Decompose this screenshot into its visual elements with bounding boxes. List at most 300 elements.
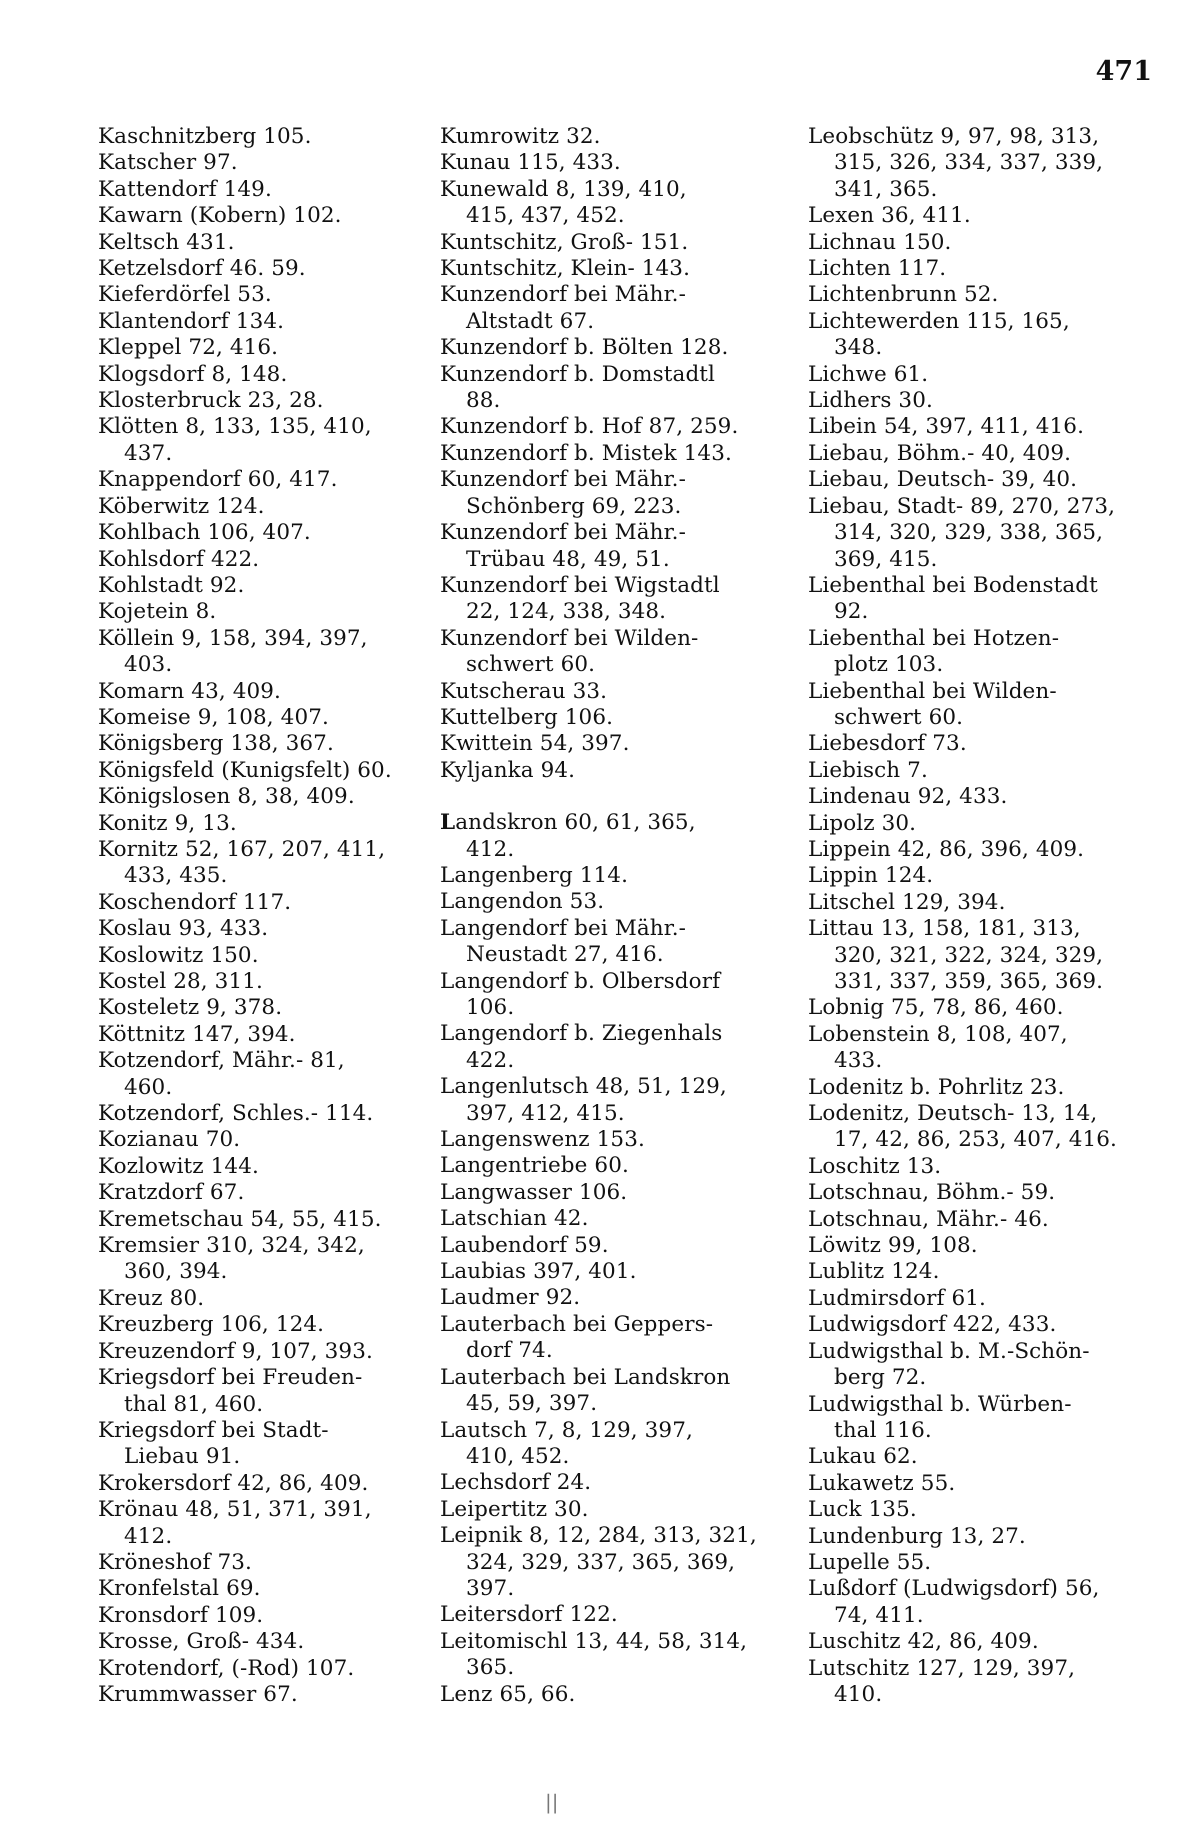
entry-headword-line: Langendorf bei Mähr.- (440, 915, 687, 941)
index-entry (440, 1523, 780, 1602)
index-entry (98, 916, 438, 942)
index-entry (98, 494, 438, 520)
index-entry (440, 177, 780, 230)
entry-headword-line: Lindenau 92, 433. (808, 784, 1008, 810)
entry-headword-line: Krummwasser 67. (98, 1681, 298, 1707)
index-entry (808, 414, 1148, 440)
index-entry (808, 679, 1148, 732)
entry-headword-line: Liebenthal bei Wilden- (808, 678, 1057, 704)
entry-headword-line: Krotendorf, (-Rod) 107. (98, 1655, 355, 1681)
index-entry (808, 494, 1148, 573)
index-entry (98, 414, 438, 467)
index-column-1 (98, 124, 438, 1708)
entry-headword-line: Langenswenz 153. (440, 1127, 645, 1153)
entry-continuation-line: 369, 415. (834, 546, 938, 572)
index-entry (808, 1233, 1148, 1259)
index-entry (440, 1602, 780, 1628)
entry-headword-line: Langenberg 114. (440, 862, 629, 888)
index-entry (98, 1048, 438, 1101)
entry-headword-line: Littau 13, 158, 181, 313, (808, 916, 1081, 942)
entry-headword-line: Ludwigsthal b. M.-Schön- (808, 1338, 1090, 1364)
index-entry (98, 705, 438, 731)
index-entry (440, 124, 780, 150)
entry-headword-line: Koslowitz 150. (98, 942, 259, 968)
index-entry (98, 256, 438, 282)
section-break (440, 784, 780, 810)
entry-headword-line: Langendorf b. Ziegenhals (440, 1021, 723, 1047)
index-entry (440, 1074, 780, 1127)
index-entry (808, 837, 1148, 863)
entry-headword-line: Lippein 42, 86, 396, 409. (808, 836, 1085, 862)
entry-headword-line: Liebau, Stadt- 89, 270, 273, (808, 493, 1116, 519)
entry-headword-line: Krönau 48, 51, 371, 391, (98, 1497, 372, 1523)
index-entry (808, 995, 1148, 1021)
index-entry (98, 758, 438, 784)
index-entry (808, 256, 1148, 282)
entry-headword-line: Ketzelsdorf 46. 59. (98, 256, 306, 282)
index-entry (808, 467, 1148, 493)
entry-headword-line: Kremsier 310, 324, 342, (98, 1233, 365, 1259)
entry-headword-line: Lexen 36, 411. (808, 203, 971, 229)
entry-headword-line: Kyljanka 94. (440, 757, 576, 783)
index-entry (98, 679, 438, 705)
entry-continuation-line: schwert 60. (466, 652, 596, 678)
index-entry (808, 573, 1148, 626)
entry-headword-line: Langenlutsch 48, 51, 129, (440, 1074, 727, 1100)
index-entry (440, 1312, 780, 1365)
entry-continuation-line: 410. (834, 1681, 883, 1707)
index-entry (98, 1550, 438, 1576)
entry-headword-line: Liebenthal bei Hotzen- (808, 625, 1060, 651)
entry-headword-line: Lundenburg 13, 27. (808, 1523, 1026, 1549)
entry-continuation-line: 22, 124, 338, 348. (466, 599, 667, 625)
index-entry (98, 1497, 438, 1550)
entry-headword-line: Lichwe 61. (808, 361, 929, 387)
entry-continuation-line: 17, 42, 86, 253, 407, 416. (834, 1127, 1117, 1153)
entry-headword-line: Kunzendorf b. Domstadtl (440, 361, 716, 387)
entry-continuation-line: berg 72. (834, 1365, 927, 1391)
index-entry (440, 731, 780, 757)
entry-headword-line: Kotzendorf, Schles.- 114. (98, 1101, 374, 1127)
entry-headword-line: Leitomischl 13, 44, 58, 314, (440, 1628, 748, 1654)
index-entry (98, 309, 438, 335)
index-entry (98, 1022, 438, 1048)
entry-headword-line: Libein 54, 397, 411, 416. (808, 414, 1085, 440)
entry-headword-line: Lobnig 75, 78, 86, 460. (808, 995, 1064, 1021)
index-entry (440, 889, 780, 915)
index-entry (98, 230, 438, 256)
entry-headword-line: Kröneshof 73. (98, 1549, 252, 1575)
index-entry (98, 1629, 438, 1655)
entry-continuation-line: 324, 329, 337, 365, 369, (466, 1549, 736, 1575)
index-entry (440, 282, 780, 335)
index-entry (98, 969, 438, 995)
entry-headword-line: Leipertitz 30. (440, 1496, 589, 1522)
index-entry (98, 547, 438, 573)
entry-headword-line: Koschendorf 117. (98, 889, 292, 915)
index-entry (808, 1022, 1148, 1075)
entry-headword-line: Laubias 397, 401. (440, 1259, 637, 1285)
entry-headword-line: Kriegsdorf bei Freuden- (98, 1365, 363, 1391)
entry-headword-line: Köttnitz 147, 394. (98, 1021, 296, 1047)
index-entry (440, 335, 780, 361)
footer-mark: || (545, 1790, 559, 1814)
index-entry (98, 1576, 438, 1602)
entry-headword-line: Lautsch 7, 8, 129, 397, (440, 1417, 693, 1443)
entry-headword-line: Luschitz 42, 86, 409. (808, 1629, 1039, 1655)
entry-headword-line: Lukau 62. (808, 1444, 918, 1470)
index-entry (98, 599, 438, 625)
entry-headword-line: Konitz 9, 13. (98, 810, 237, 836)
index-entry (808, 1075, 1148, 1101)
index-entry (808, 863, 1148, 889)
entry-headword-line: Lutschitz 127, 129, 397, (808, 1655, 1076, 1681)
entry-headword-line: Königsberg 138, 367. (98, 731, 334, 757)
entry-headword-line: Luck 135. (808, 1497, 917, 1523)
index-entry (98, 1656, 438, 1682)
index-entry (440, 230, 780, 256)
entry-headword-line: Liebesdorf 73. (808, 731, 967, 757)
entry-headword-line: Leipnik 8, 12, 284, 313, 321, (440, 1523, 757, 1549)
index-entry (440, 1153, 780, 1179)
entry-headword-line: Kosteletz 9, 378. (98, 995, 283, 1021)
entry-headword-line: Ludmirsdorf 61. (808, 1285, 986, 1311)
entry-continuation-line: 412. (124, 1523, 173, 1549)
entry-headword-line: Komeise 9, 108, 407. (98, 704, 329, 730)
entry-headword-line: Langendon 53. (440, 889, 605, 915)
index-entry (440, 1629, 780, 1682)
index-entry (440, 916, 780, 969)
index-entry (808, 230, 1148, 256)
entry-headword-line: Komarn 43, 409. (98, 678, 281, 704)
entry-headword-line: Litschel 129, 394. (808, 889, 1006, 915)
index-entry (440, 810, 780, 863)
entry-headword-line: Kratzdorf 67. (98, 1180, 245, 1206)
entry-headword-line: Loschitz 13. (808, 1153, 942, 1179)
index-entry (440, 1682, 780, 1708)
entry-continuation-line: 45, 59, 397. (466, 1391, 598, 1417)
entry-headword-line: Lauterbach bei Geppers- (440, 1311, 714, 1337)
entry-headword-line: Kuntschitz, Klein- 143. (440, 256, 691, 282)
index-entry (808, 1101, 1148, 1154)
index-entry (808, 1392, 1148, 1445)
entry-headword-line: Lichnau 150. (808, 229, 952, 255)
entry-headword-line: Lukawetz 55. (808, 1470, 956, 1496)
index-entry (440, 758, 780, 784)
entry-continuation-line: thal 116. (834, 1417, 932, 1443)
index-entry (808, 1497, 1148, 1523)
entry-headword-line: Krokersdorf 42, 86, 409. (98, 1470, 369, 1496)
page-number: 471 (1095, 56, 1152, 87)
entry-headword-line: Lußdorf (Ludwigsdorf) 56, (808, 1576, 1100, 1602)
index-entry (440, 573, 780, 626)
index-entry (98, 626, 438, 679)
entry-headword-line: Lechsdorf 24. (440, 1470, 592, 1496)
index-entry (98, 150, 438, 176)
entry-headword-line: Köberwitz 124. (98, 493, 265, 519)
index-entry (98, 1603, 438, 1629)
entry-continuation-line: Altstadt 67. (466, 308, 595, 334)
index-entry (98, 784, 438, 810)
index-entry (808, 890, 1148, 916)
entry-continuation-line: 403. (124, 652, 173, 678)
index-entry (440, 1365, 780, 1418)
index-entry (98, 1471, 438, 1497)
entry-headword-line: Kronsdorf 109. (98, 1602, 264, 1628)
index-entry (808, 1180, 1148, 1206)
entry-headword-line: Kriegsdorf bei Stadt- (98, 1417, 329, 1443)
index-entry (440, 256, 780, 282)
index-entry (808, 1524, 1148, 1550)
entry-headword-line: Landskron 60, 61, 365, (440, 810, 696, 836)
index-entry (98, 124, 438, 150)
entry-headword-line: Kunzendorf b. Mistek 143. (440, 440, 732, 466)
index-entry (98, 1365, 438, 1418)
entry-headword-line: Kremetschau 54, 55, 415. (98, 1206, 382, 1232)
entry-continuation-line: 397, 412, 415. (466, 1100, 625, 1126)
index-entry (440, 1021, 780, 1074)
entry-headword-line: Königsfeld (Kunigsfelt) 60. (98, 757, 392, 783)
entry-headword-line: Kunzendorf b. Hof 87, 259. (440, 414, 739, 440)
index-entry (440, 1285, 780, 1311)
entry-continuation-line: Liebau 91. (124, 1444, 241, 1470)
entry-headword-line: Liebenthal bei Bodenstadt (808, 572, 1098, 598)
index-entry (98, 388, 438, 414)
entry-continuation-line: 341, 365. (834, 176, 938, 202)
index-entry (98, 203, 438, 229)
index-entry (98, 1207, 438, 1233)
entry-headword-line: Kumrowitz 32. (440, 124, 601, 149)
index-entry (98, 573, 438, 599)
entry-headword-line: Lupelle 55. (808, 1549, 932, 1575)
entry-headword-line: Lichtewerden 115, 165, (808, 308, 1070, 334)
entry-headword-line: Leobschütz 9, 97, 98, 313, (808, 124, 1100, 149)
entry-headword-line: Kohlsdorf 422. (98, 546, 260, 572)
index-column-3 (808, 124, 1148, 1708)
index-entry (808, 309, 1148, 362)
entry-headword-line: Kieferdörfel 53. (98, 282, 272, 308)
entry-continuation-line: 437. (124, 440, 173, 466)
entry-headword-line: Kutscherau 33. (440, 678, 608, 704)
entry-continuation-line: dorf 74. (466, 1338, 553, 1364)
index-entry (808, 282, 1148, 308)
entry-headword-line: Laubendorf 59. (440, 1232, 609, 1258)
entry-continuation-line: schwert 60. (834, 704, 964, 730)
entry-headword-line: Krosse, Groß- 434. (98, 1629, 305, 1655)
entry-continuation-line: 412. (466, 836, 515, 862)
entry-headword-line: Lipolz 30. (808, 810, 917, 836)
entry-headword-line: Lotschnau, Mähr.- 46. (808, 1206, 1049, 1232)
entry-continuation-line: 106. (466, 995, 515, 1020)
index-entry (98, 1127, 438, 1153)
index-entry (98, 995, 438, 1021)
entry-headword-line: Kreuzberg 106, 124. (98, 1312, 325, 1338)
index-entry (98, 1154, 438, 1180)
index-entry (808, 811, 1148, 837)
index-entry (98, 811, 438, 837)
entry-headword-line: Kotzendorf, Mähr.- 81, (98, 1048, 345, 1074)
index-entry (808, 1259, 1148, 1285)
index-entry (808, 1286, 1148, 1312)
entry-headword-line: Katscher 97. (98, 150, 238, 176)
entry-continuation-line: 433. (834, 1048, 883, 1074)
entry-continuation-line: 410, 452. (466, 1443, 570, 1469)
index-entry (440, 705, 780, 731)
index-entry (440, 969, 780, 1022)
entry-headword-line: Lippin 124. (808, 863, 934, 889)
index-entry (440, 414, 780, 440)
index-entry (440, 362, 780, 415)
entry-headword-line: Langentriebe 60. (440, 1153, 629, 1179)
entry-continuation-line: Neustadt 27, 416. (466, 942, 664, 968)
index-entry (98, 1339, 438, 1365)
entry-headword-line: Ludwigsdorf 422, 433. (808, 1312, 1057, 1338)
entry-continuation-line: 433, 435. (124, 863, 228, 889)
index-column-2 (440, 124, 780, 1708)
index-entry (440, 1418, 780, 1471)
index-entry (808, 362, 1148, 388)
entry-headword-line: Liebau, Böhm.- 40, 409. (808, 440, 1072, 466)
entry-headword-line: Laudmer 92. (440, 1285, 581, 1311)
entry-headword-line: Kunzendorf b. Bölten 128. (440, 335, 729, 361)
entry-continuation-line: 422. (466, 1047, 515, 1073)
index-entry (808, 1471, 1148, 1497)
index-entry (808, 1550, 1148, 1576)
entry-headword-line: Liebisch 7. (808, 757, 928, 783)
index-entry (440, 1470, 780, 1496)
entry-continuation-line: 92. (834, 599, 869, 625)
index-entry (808, 626, 1148, 679)
index-entry (440, 1127, 780, 1153)
entry-headword-line: Kohlstadt 92. (98, 572, 245, 598)
entry-headword-line: Kornitz 52, 167, 207, 411, (98, 836, 386, 862)
entry-headword-line: Latschian 42. (440, 1206, 589, 1232)
index-entry (98, 837, 438, 890)
entry-headword-line: Lobenstein 8, 108, 407, (808, 1021, 1068, 1047)
index-entry (98, 1286, 438, 1312)
entry-headword-line: Kostel 28, 311. (98, 969, 263, 994)
index-entry (440, 863, 780, 889)
index-entry (440, 520, 780, 573)
entry-headword-line: Kunzendorf bei Mähr.- (440, 520, 686, 546)
index-entry (98, 520, 438, 546)
entry-headword-line: Kaschnitzberg 105. (98, 124, 312, 149)
entry-headword-line: Löwitz 99, 108. (808, 1233, 978, 1259)
entry-headword-line: Langwasser 106. (440, 1179, 628, 1205)
index-entry (440, 150, 780, 176)
index-entry (808, 441, 1148, 467)
entry-continuation-line: 348. (834, 335, 883, 361)
entry-headword-line: Kunzendorf bei Wilden- (440, 625, 699, 651)
index-entry (808, 1339, 1148, 1392)
entry-headword-line: Ludwigsthal b. Würben- (808, 1391, 1072, 1417)
index-entry (808, 1656, 1148, 1709)
entry-headword-line: Kreuzendorf 9, 107, 393. (98, 1338, 373, 1364)
index-entry (808, 203, 1148, 229)
entry-continuation-line: thal 81, 460. (124, 1391, 264, 1417)
index-entry (440, 1497, 780, 1523)
index-entry (808, 784, 1148, 810)
entry-continuation-line: 314, 320, 329, 338, 365, (834, 520, 1104, 546)
entry-headword-line: Keltsch 431. (98, 229, 235, 255)
entry-continuation-line: 315, 326, 334, 337, 339, (834, 150, 1104, 176)
entry-headword-line: Lichten 117. (808, 256, 947, 282)
index-entry (808, 1629, 1148, 1655)
entry-headword-line: Kattendorf 149. (98, 176, 272, 202)
entry-headword-line: Kreuz 80. (98, 1285, 205, 1311)
index-entry (98, 467, 438, 493)
entry-headword-line: Königslosen 8, 38, 409. (98, 784, 355, 810)
index-entry (440, 679, 780, 705)
index-entry (98, 1101, 438, 1127)
index-entry (98, 1312, 438, 1338)
entry-headword-line: Kuntschitz, Groß- 151. (440, 229, 689, 255)
entry-headword-line: Kunau 115, 433. (440, 150, 621, 176)
entry-headword-line: Lidhers 30. (808, 388, 933, 414)
index-entry (808, 1576, 1148, 1629)
entry-headword-line: Lodenitz b. Pohrlitz 23. (808, 1074, 1065, 1100)
index-entry (98, 362, 438, 388)
entry-headword-line: Lodenitz, Deutsch- 13, 14, (808, 1101, 1098, 1127)
entry-continuation-line: 88. (466, 388, 501, 414)
entry-continuation-line: 320, 321, 322, 324, 329, (834, 942, 1104, 968)
entry-headword-line: Kunzendorf bei Mähr.- (440, 467, 686, 493)
index-entry (808, 1207, 1148, 1233)
index-entry (98, 1682, 438, 1708)
index-entry (98, 335, 438, 361)
entry-headword-line: Leitersdorf 122. (440, 1602, 618, 1628)
index-entry (440, 1233, 780, 1259)
entry-headword-line: Lenz 65, 66. (440, 1681, 576, 1707)
entry-headword-line: Knappendorf 60, 417. (98, 467, 338, 493)
entry-headword-line: Kozlowitz 144. (98, 1153, 259, 1179)
index-entry (808, 1312, 1148, 1338)
entry-headword-line: Klötten 8, 133, 135, 410, (98, 414, 372, 440)
index-entry (440, 1259, 780, 1285)
entry-headword-line: Kojetein 8. (98, 599, 217, 625)
entry-headword-line: Kawarn (Kobern) 102. (98, 203, 342, 229)
index-entry (808, 1444, 1148, 1470)
entry-headword-line: Kronfelstal 69. (98, 1576, 261, 1602)
index-entry (808, 388, 1148, 414)
index-entry (808, 916, 1148, 995)
entry-continuation-line: 365. (466, 1655, 515, 1681)
entry-continuation-line: 460. (124, 1074, 173, 1100)
entry-headword-line: Klosterbruck 23, 28. (98, 388, 324, 414)
index-entry (440, 441, 780, 467)
entry-headword-line: Lauterbach bei Landskron (440, 1364, 731, 1390)
entry-headword-line: Koslau 93, 433. (98, 916, 269, 942)
index-entry (440, 467, 780, 520)
index-entry (808, 758, 1148, 784)
entry-headword-line: Klantendorf 134. (98, 308, 285, 334)
entry-headword-line: Klogsdorf 8, 148. (98, 361, 288, 387)
entry-headword-line: Liebau, Deutsch- 39, 40. (808, 467, 1078, 493)
entry-headword-line: Kunewald 8, 139, 410, (440, 176, 687, 202)
entry-continuation-line: Trübau 48, 49, 51. (466, 546, 670, 572)
entry-headword-line: Kwittein 54, 397. (440, 731, 630, 757)
entry-continuation-line: 331, 337, 359, 365, 369. (834, 969, 1104, 994)
index-entry (98, 731, 438, 757)
entry-headword-line: Kozianau 70. (98, 1127, 241, 1153)
entry-headword-line: Kohlbach 106, 407. (98, 520, 311, 546)
index-entry (440, 626, 780, 679)
entry-headword-line: Kunzendorf bei Mähr.- (440, 282, 686, 308)
entry-continuation-line: Schönberg 69, 223. (466, 493, 682, 519)
entry-headword-line: Lublitz 124. (808, 1259, 940, 1285)
entry-headword-line: Lichtenbrunn 52. (808, 282, 999, 308)
entry-continuation-line: plotz 103. (834, 652, 944, 678)
